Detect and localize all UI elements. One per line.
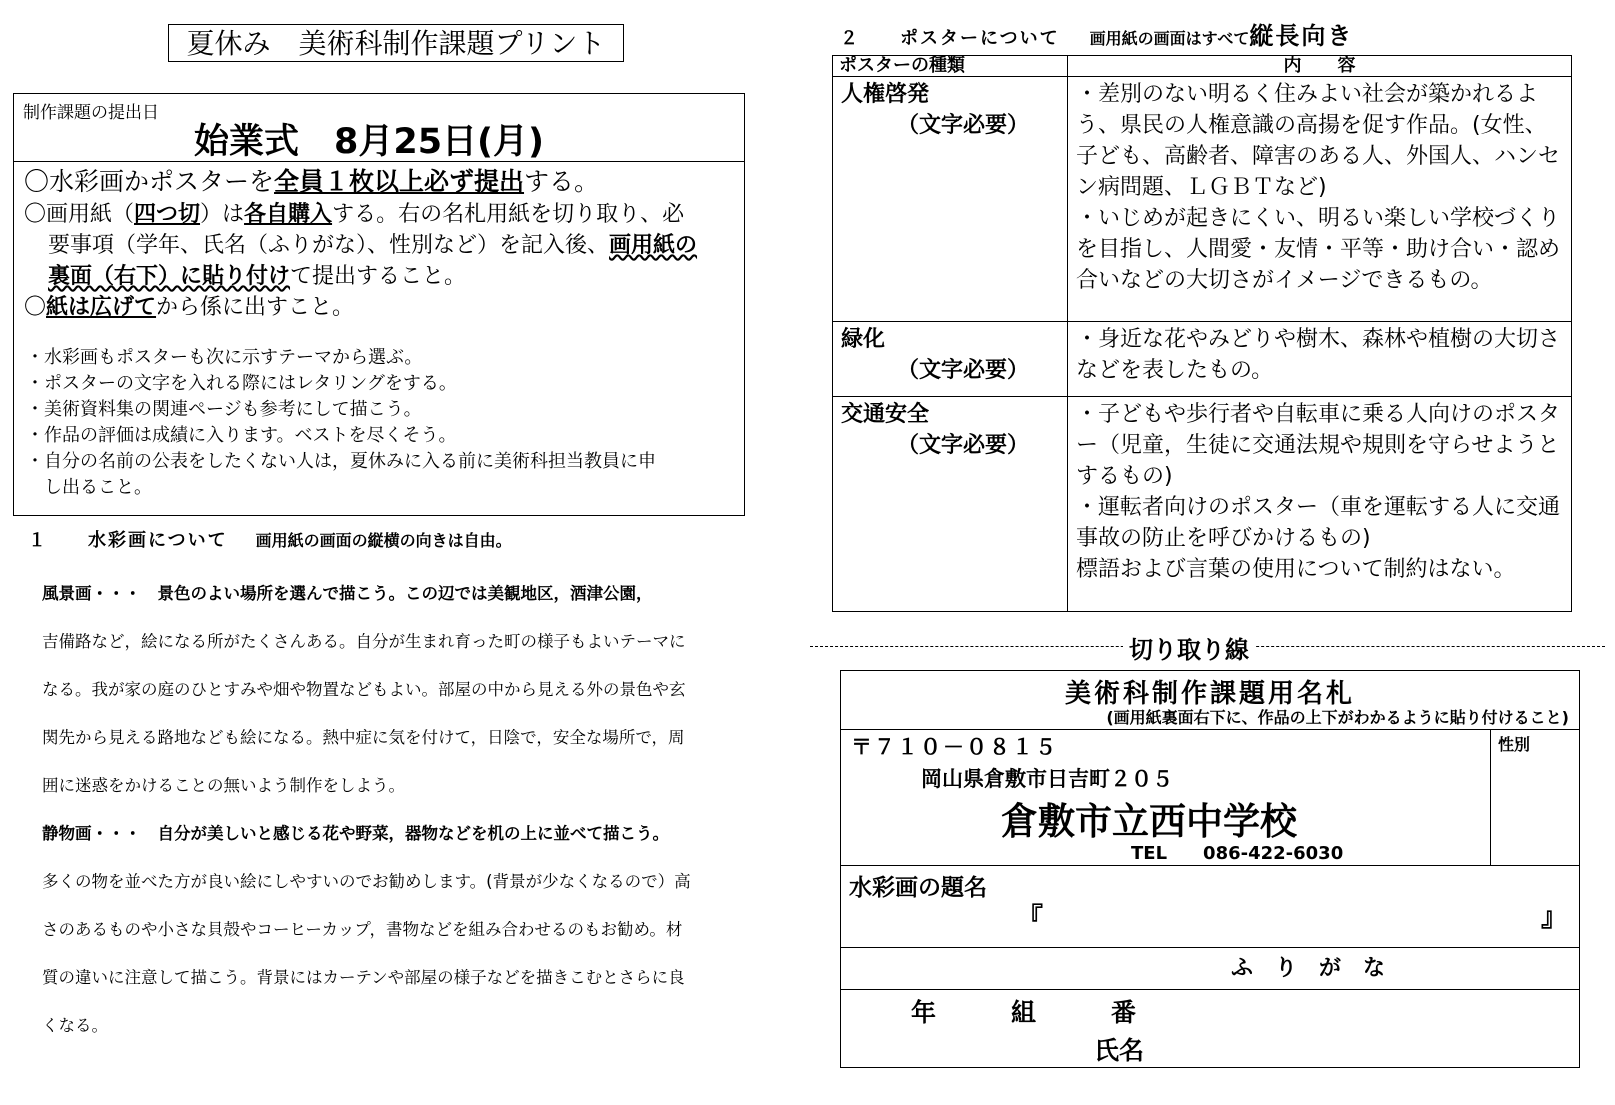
section2-title: ２ ポスターについて <box>840 28 1060 49</box>
instruction-4 <box>48 261 466 292</box>
school-phone: TEL 086-422-6030 <box>1131 843 1344 864</box>
instruction-3 <box>48 230 697 261</box>
postal-code: 〒７１０－０８１５ <box>851 735 1058 759</box>
poster-content: ・差別のない明るく住みよい社会が築かれるよう、県民の人権意識の高揚を促す作品。(女性、子ども、高齢者、障害のある人、外国人、ハンセン病問題、ＬＧＢＴなど) ・いじめが起きにくい、明るい楽しい学校づくりを目指し、人間愛・友情・平等・助け合い・認め合いなどの大切さがイメージできるもの。 <box>1068 77 1572 322</box>
watercolor-line-9: 質の違いに注意して描こう。背景にはカーテンや部屋の様子などを描きこむとさらに良 <box>42 968 685 987</box>
watercolor-line-10: くなる。 <box>42 1016 108 1035</box>
col-poster-type: ポスターの種類 <box>833 56 1068 77</box>
instruction-3-emphasis: 画用紙の <box>609 233 698 258</box>
name-tag-divider <box>841 865 1579 866</box>
poster-type-cell <box>833 77 1068 322</box>
instruction-1-text: 〇水彩画かポスターを <box>24 167 275 196</box>
instruction-5-emphasis: 紙は広げて <box>46 295 157 320</box>
school-name: 倉敷市立西中学校 <box>1001 800 1297 843</box>
work-title-bracket-open: 『 <box>1017 903 1044 933</box>
name-tag-note: (画用紙裏面右下に、作品の上下がわかるように貼り付けること) <box>1106 708 1569 727</box>
gender-label: 性別 <box>1498 735 1531 754</box>
student-name-label: 氏名 <box>1094 1036 1145 1065</box>
poster-table-header <box>833 56 1572 77</box>
name-tag-title: 美術科制作課題用名札 <box>1064 679 1355 709</box>
cut-line-label: 切り取り線 <box>1123 630 1255 665</box>
section2-orientation: 縦長向き <box>1249 22 1354 50</box>
section2-subtitle: 画用紙の画面はすべて <box>1089 29 1250 48</box>
poster-row-human-rights <box>833 77 1572 322</box>
name-tag-divider <box>841 729 1579 730</box>
work-title-label: 水彩画の題名 <box>849 875 987 901</box>
name-tag-divider <box>841 947 1579 948</box>
instruction-2-purchase: 各自購入 <box>244 202 333 227</box>
instruction-5-a: 〇 <box>24 295 47 320</box>
section1-title: １ 水彩画について <box>28 530 228 551</box>
poster-type: 緑化 <box>841 327 886 352</box>
instruction-2-e: する。右の名札用紙を切り取り、必 <box>332 202 685 227</box>
poster-type: 交通安全 <box>841 402 930 427</box>
watercolor-line-4: 関先から見える路地なども絵になる。熱中症に気を付けて，日陰で，安全な場所で，周 <box>42 728 685 747</box>
section1-heading <box>28 526 512 552</box>
note-5: ・自分の名前の公表をしたくない人は，夏休みに入る前に美術科担当教員に申 <box>26 451 656 472</box>
poster-row-greenery <box>833 322 1572 397</box>
furigana-label: ふ り が な <box>1231 956 1386 981</box>
watercolor-line-2: 吉備路など，絵になる所がたくさんある。自分が生まれ育った町の様子もよいテーマに <box>42 632 686 651</box>
class-number-label: 年 組 番 <box>911 998 1137 1027</box>
due-label: 制作課題の提出日 <box>23 103 159 123</box>
watercolor-line-8: さのあるものや小さな貝殻やコーヒーカップ，書物などを組み合わせるのもお勧め。材 <box>42 920 683 939</box>
due-date: 始業式 8月25日(月) <box>194 122 545 162</box>
note-4: ・作品の評価は成績に入ります。ベストを尽くそう。 <box>26 425 457 446</box>
note-2: ・ポスターの文字を入れる際にはレタリングをする。 <box>26 373 457 394</box>
poster-type: 人権啓発 <box>841 82 930 107</box>
page-title: 夏休み 美術科制作課題プリント <box>168 24 624 62</box>
note-6: し出ること。 <box>26 477 152 498</box>
col-content: 内 容 <box>1068 56 1572 77</box>
section2-heading <box>840 16 1353 51</box>
note-3: ・美術資料集の関連ページも参考にして描こう。 <box>26 399 422 420</box>
poster-type-requirement: （文字必要） <box>897 113 1030 138</box>
note-1: ・水彩画もポスターも次に示すテーマから選ぶ。 <box>26 347 423 368</box>
poster-type-requirement: （文字必要） <box>897 433 1030 458</box>
work-title-bracket-close: 』 <box>1541 903 1568 933</box>
watercolor-line-6: 静物画・・・ 自分が美しいと感じる花や野菜，器物などを机の上に並べて描こう。 <box>42 824 669 843</box>
watercolor-line-1: 風景画・・・ 景色のよい場所を選んで描こう。この辺では美観地区，酒津公園， <box>42 584 653 603</box>
poster-content: ・子どもや歩行者や自転車に乗る人向けのポスター（児童，生徒に交通法規や規則を守らせようとするもの) ・運転者向けのポスター（車を運転する人に交通事故の防止を呼びかけるもの) 標語および言葉の使用について制約はない。 <box>1068 397 1572 612</box>
poster-type-requirement: （文字必要） <box>897 358 1030 383</box>
watercolor-line-7: 多くの物を並べた方が良い絵にしやすいのでお勧めします。(背景が少なくなるので）高 <box>42 872 691 891</box>
instruction-2-size: 四つ切 <box>134 202 201 227</box>
instruction-2 <box>24 199 684 230</box>
instruction-5 <box>24 292 354 323</box>
watercolor-line-3: なる。我が家の庭のひとすみや畑や物置などもよい。部屋の中から見える外の景色や玄 <box>42 680 686 699</box>
gender-divider <box>1490 729 1491 865</box>
name-tag <box>840 670 1580 1068</box>
poster-type-cell <box>833 322 1068 397</box>
school-address: 岡山県倉敷市日吉町２０５ <box>921 767 1173 791</box>
instruction-2-a: 〇画用紙（ <box>24 202 135 227</box>
instruction-1-emphasis: 全員１枚以上必ず提出 <box>274 167 525 196</box>
due-header <box>14 94 744 162</box>
instruction-4-emphasis: 裏面（右下）に貼り付け <box>48 264 291 289</box>
instruction-5-c: から係に出すこと。 <box>156 295 355 320</box>
poster-content: ・身近な花やみどりや樹木、森林や植樹の大切さなどを表したもの。 <box>1068 322 1572 397</box>
instruction-3-a: 要事項（学年、氏名（ふりがな）、性別など）を記入後、 <box>48 233 610 258</box>
poster-row-traffic-safety <box>833 397 1572 612</box>
poster-type-cell <box>833 397 1068 612</box>
name-tag-divider <box>841 989 1579 990</box>
instruction-1-end: する。 <box>524 167 600 196</box>
submission-info-box <box>13 93 745 516</box>
poster-table <box>832 55 1572 612</box>
instruction-2-c: ）は <box>200 202 245 227</box>
instruction-1 <box>24 166 599 197</box>
section1-subtitle: 画用紙の画面の縦横の向きは自由。 <box>255 531 512 550</box>
instruction-4-b: て提出すること。 <box>290 264 467 289</box>
watercolor-line-5: 囲に迷惑をかけることの無いよう制作をしよう。 <box>42 776 405 795</box>
